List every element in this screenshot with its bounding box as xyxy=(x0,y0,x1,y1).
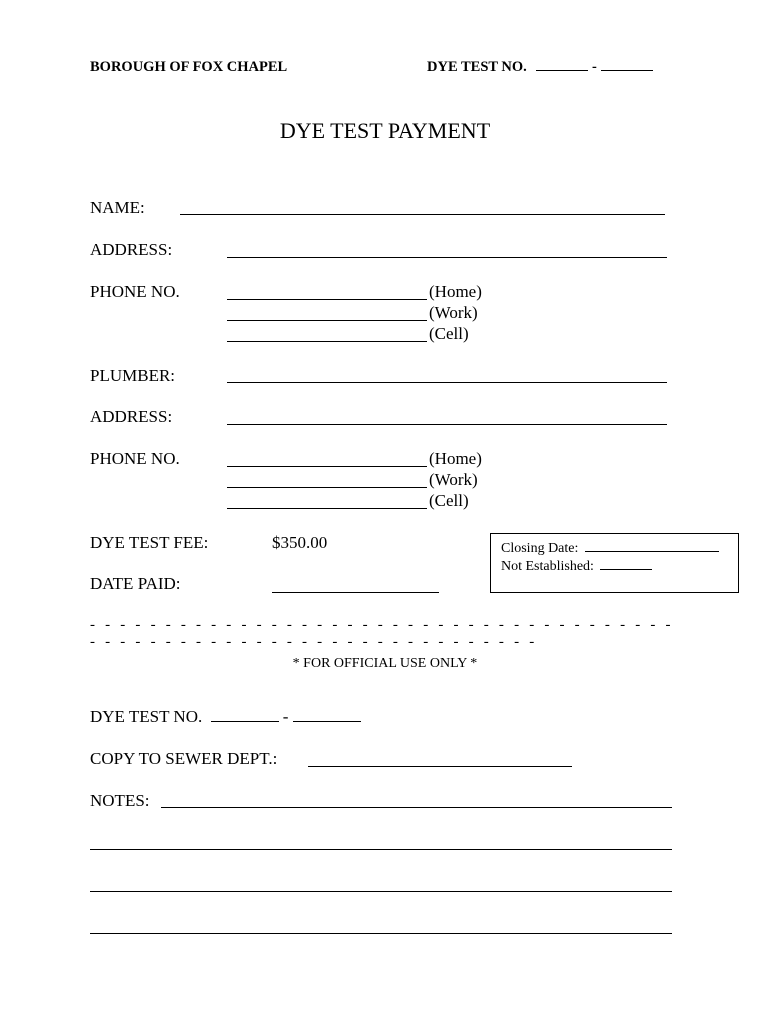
copy-to-sewer-field[interactable] xyxy=(308,766,572,767)
phone-home-field[interactable] xyxy=(227,299,427,300)
notes-line-2[interactable] xyxy=(90,849,672,850)
plumber-phone-home-label: (Home) xyxy=(429,449,482,468)
plumber-address-field[interactable] xyxy=(227,424,667,425)
official-dye-test-no-field-2[interactable] xyxy=(293,721,361,722)
name-label: NAME: xyxy=(90,198,145,217)
name-field[interactable] xyxy=(180,214,665,215)
header-dye-test-no-field-2[interactable] xyxy=(601,70,653,71)
phone-cell-field[interactable] xyxy=(227,341,427,342)
header-dye-test-no-field-1[interactable] xyxy=(536,70,588,71)
date-paid-field[interactable] xyxy=(272,592,439,593)
notes-line-4[interactable] xyxy=(90,933,672,934)
plumber-phone-cell-label: (Cell) xyxy=(429,491,469,510)
phone-work-label: (Work) xyxy=(429,303,478,322)
plumber-phone-work-label: (Work) xyxy=(429,470,478,489)
plumber-phone-work-field[interactable] xyxy=(227,487,427,488)
not-established-field[interactable] xyxy=(600,569,652,570)
header-dye-test-no xyxy=(427,59,653,76)
official-dye-test-no-field-1[interactable] xyxy=(211,721,279,722)
phone-work-field[interactable] xyxy=(227,320,427,321)
borough-name: BOROUGH OF FOX CHAPEL xyxy=(90,59,288,75)
closing-date-field[interactable] xyxy=(585,551,719,552)
notes-line-3[interactable] xyxy=(90,891,672,892)
official-dye-test-no-sep: - xyxy=(282,707,289,726)
plumber-phone-home-field[interactable] xyxy=(227,466,427,467)
closing-date-box xyxy=(490,533,739,593)
closing-date-row xyxy=(501,540,738,558)
address-field[interactable] xyxy=(227,257,667,258)
notes-label: NOTES: xyxy=(90,791,150,810)
plumber-field[interactable] xyxy=(227,382,667,383)
official-use-note: * FOR OFFICIAL USE ONLY * xyxy=(292,656,478,671)
plumber-address-label: ADDRESS: xyxy=(90,407,173,426)
page-title: DYE TEST PAYMENT xyxy=(279,118,491,143)
dye-test-fee-label: DYE TEST FEE: xyxy=(90,533,209,552)
closing-date-label: Closing Date: xyxy=(501,541,579,556)
official-dye-test-no xyxy=(90,707,361,727)
official-dye-test-no-label: DYE TEST NO. xyxy=(90,707,203,726)
dashed-separator: - - - - - - - - - - - - - - - - - - - - - - - - - - - - - - - - - - - - - - - - - - - - - - - - - - - - - - - - - - - - - - - - - - - - - xyxy=(90,617,674,650)
plumber-phone-cell-field[interactable] xyxy=(227,508,427,509)
phone-label: PHONE NO. xyxy=(90,282,180,301)
header-dye-test-no-sep: - xyxy=(592,59,597,75)
date-paid-label: DATE PAID: xyxy=(90,574,181,593)
copy-to-sewer-label: COPY TO SEWER DEPT.: xyxy=(90,749,278,768)
address-label: ADDRESS: xyxy=(90,240,173,259)
dye-test-fee-value: $350.00 xyxy=(272,533,328,552)
phone-home-label: (Home) xyxy=(429,282,482,301)
plumber-label: PLUMBER: xyxy=(90,366,176,385)
not-established-row xyxy=(501,558,738,576)
notes-line-1[interactable] xyxy=(161,807,672,808)
phone-cell-label: (Cell) xyxy=(429,324,469,343)
not-established-label: Not Established: xyxy=(501,559,594,574)
plumber-phone-label: PHONE NO. xyxy=(90,449,180,468)
header-dye-test-no-label: DYE TEST NO. xyxy=(427,59,527,75)
